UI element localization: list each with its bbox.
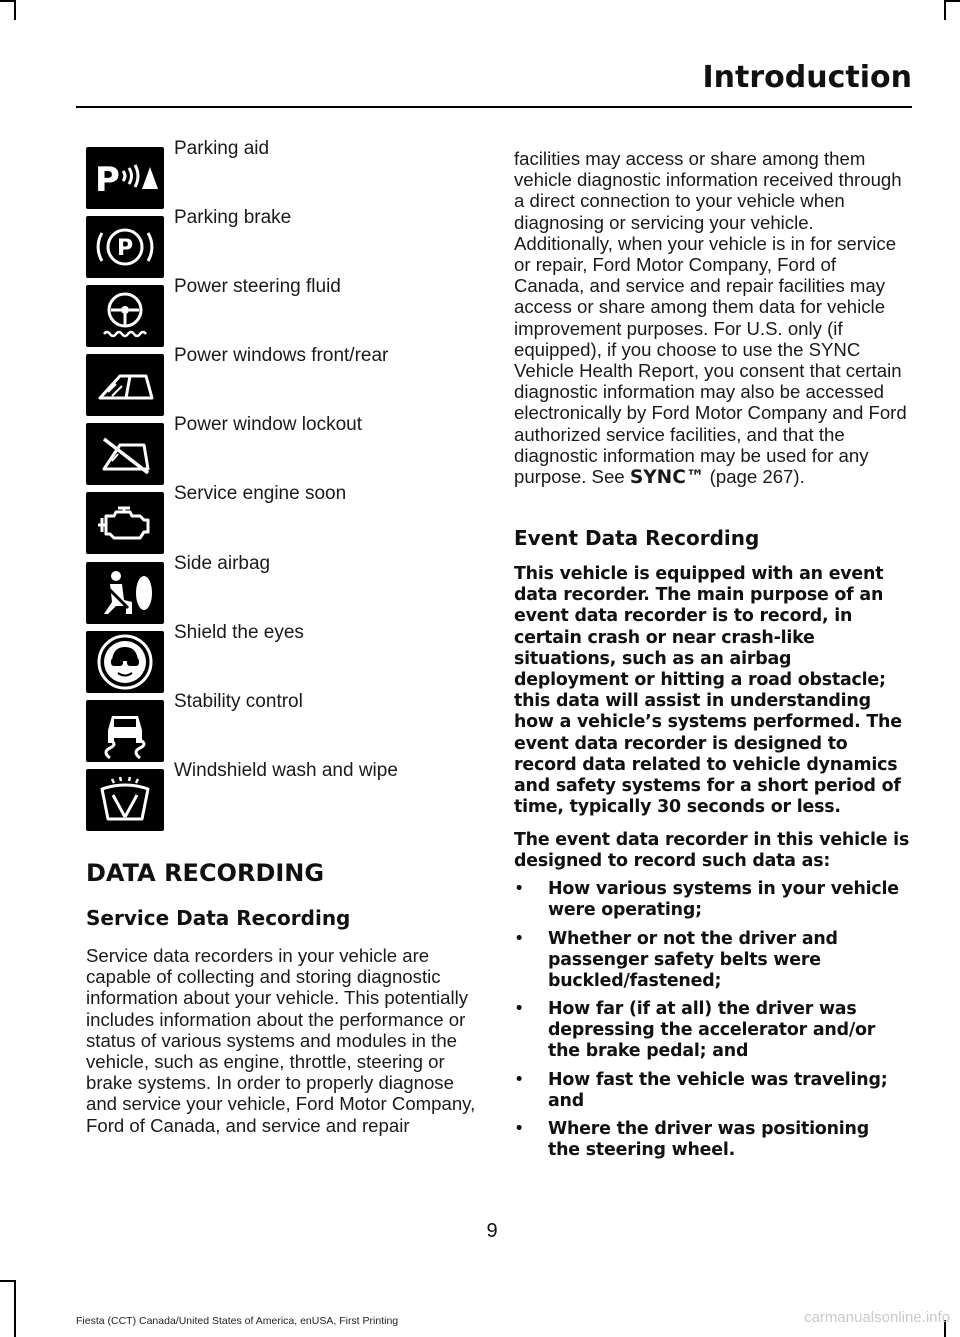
page-number: 9 [486, 1220, 498, 1242]
icon-label: Service engine soon [174, 483, 347, 504]
power-windows-icon [86, 354, 164, 416]
paragraph-text: facilities may access or share among them vehicle diagnostic information received through a direct connection to your vehicle when diagnosing or servicing your vehicle. Additionally, when your vehicle is in for service or repair, Ford Motor Company, Ford of Canada, and service and repair facilities may access or share among them data for vehicle improvement purposes. For U.S. only (if equipped), if you choose to use the SYNC Vehicle Health Report, you consent that certain diagnostic information may also be accessed electronically by Ford Motor Company and Ford authorized service facilities, and that the diagnostic information may be used for any purpose. [514, 148, 907, 488]
icon-row-power-steering [86, 276, 476, 347]
icon-row-stability [86, 691, 476, 762]
side-airbag-icon [86, 562, 164, 624]
icon-row-parking-aid [86, 138, 476, 209]
icon-label: Power window lockout [174, 414, 362, 435]
list-item [514, 879, 906, 921]
section-title: DATA RECORDING [86, 859, 325, 887]
icon-label: Parking aid [174, 138, 270, 159]
power-window-lockout-icon [86, 423, 164, 485]
icon-label: Stability control [174, 691, 303, 712]
icon-label: Shield the eyes [174, 622, 304, 643]
list-item-text: Whether or not the driver and passenger safety belts were buckled/fastened; [548, 929, 838, 992]
crop-mark [0, 1280, 14, 1282]
bullet-char: • [514, 1119, 525, 1139]
windshield-wash-wipe-icon [86, 769, 164, 831]
icon-row-parking-brake [86, 207, 476, 278]
svg-text:P: P [95, 160, 120, 200]
edition-footer: Fiesta (CCT) Canada/United States of America, enUSA, First Printing [76, 1315, 399, 1327]
list-item [514, 929, 906, 993]
list-item [514, 999, 906, 1063]
icon-label: Power steering fluid [174, 276, 341, 297]
event-data-paragraph: This vehicle is equipped with an event data recorder. The main purpose of an event data recorder is to record, in certain crash or near crash-like situations, such as an airbag deployment or hitting a road obstacle; this data will assist in understanding how a vehicle’s systems performed. The event data recorder is designed to record data related to vehicle dynamics and safety systems for a short period of time, typically 30 seconds or less. [514, 564, 902, 818]
bullet-char: • [514, 879, 525, 899]
crop-mark [14, 0, 16, 20]
service-data-paragraph: Service data recorders in your vehicle are capable of collecting and storing diagnostic information about your vehicle. This potentially includes information about the performance or status of various systems and modules in the vehicle, such as engine, throttle, steering or brake systems. In order to properly diagnose and service your vehicle, Ford Motor Company, Ford of Canada, and service and repair [86, 945, 476, 1136]
list-item-text: Where the driver was positioning the steering wheel. [548, 1119, 869, 1161]
crop-mark [944, 0, 946, 20]
stability-control-icon [86, 700, 164, 762]
parking-aid-icon [86, 147, 164, 209]
event-data-title: Event Data Recording [514, 526, 760, 550]
service-engine-soon-icon [86, 492, 164, 554]
crop-mark [944, 0, 960, 2]
icon-label: Parking brake [174, 207, 292, 228]
event-data-paragraph-2: The event data recorder in this vehicle is designed to record such data as: [514, 830, 910, 872]
bullet-char: • [514, 929, 525, 949]
shield-eyes-icon [86, 631, 164, 693]
icon-row-service-engine [86, 483, 476, 554]
crop-mark [14, 1280, 16, 1337]
service-data-paragraph-cont [514, 148, 908, 488]
icon-row-shield-eyes [86, 622, 476, 693]
icon-label: Windshield wash and wipe [174, 760, 398, 781]
bullet-char: • [514, 999, 525, 1019]
sync-link[interactable]: SYNC™ [629, 467, 705, 489]
icon-label: Side airbag [174, 553, 271, 574]
subsection-title: Service Data Recording [86, 906, 351, 930]
list-item-text: How far (if at all) the driver was depressing the accelerator and/or the brake pedal; and [548, 999, 876, 1062]
see-page: (page 267). [709, 466, 805, 488]
parking-brake-icon [86, 216, 164, 278]
header-rule [76, 106, 912, 108]
see-prefix: See [591, 466, 625, 488]
icon-row-windshield [86, 760, 476, 831]
svg-text:P: P [116, 236, 134, 261]
power-steering-fluid-icon [86, 285, 164, 347]
list-item-text: How various systems in your vehicle were operating; [548, 879, 899, 921]
icon-row-window-lockout [86, 414, 476, 485]
icon-label: Power windows front/rear [174, 345, 389, 366]
watermark: carmanualsonline.info [804, 1309, 950, 1326]
page-title: Introduction [702, 60, 912, 95]
list-item-text: How fast the vehicle was traveling; and [548, 1070, 888, 1112]
bullet-char: • [514, 1070, 525, 1090]
list-item [514, 1119, 906, 1161]
icon-row-side-airbag [86, 553, 476, 624]
icon-row-power-windows [86, 345, 476, 416]
crop-mark [0, 0, 14, 2]
list-item [514, 1070, 906, 1112]
